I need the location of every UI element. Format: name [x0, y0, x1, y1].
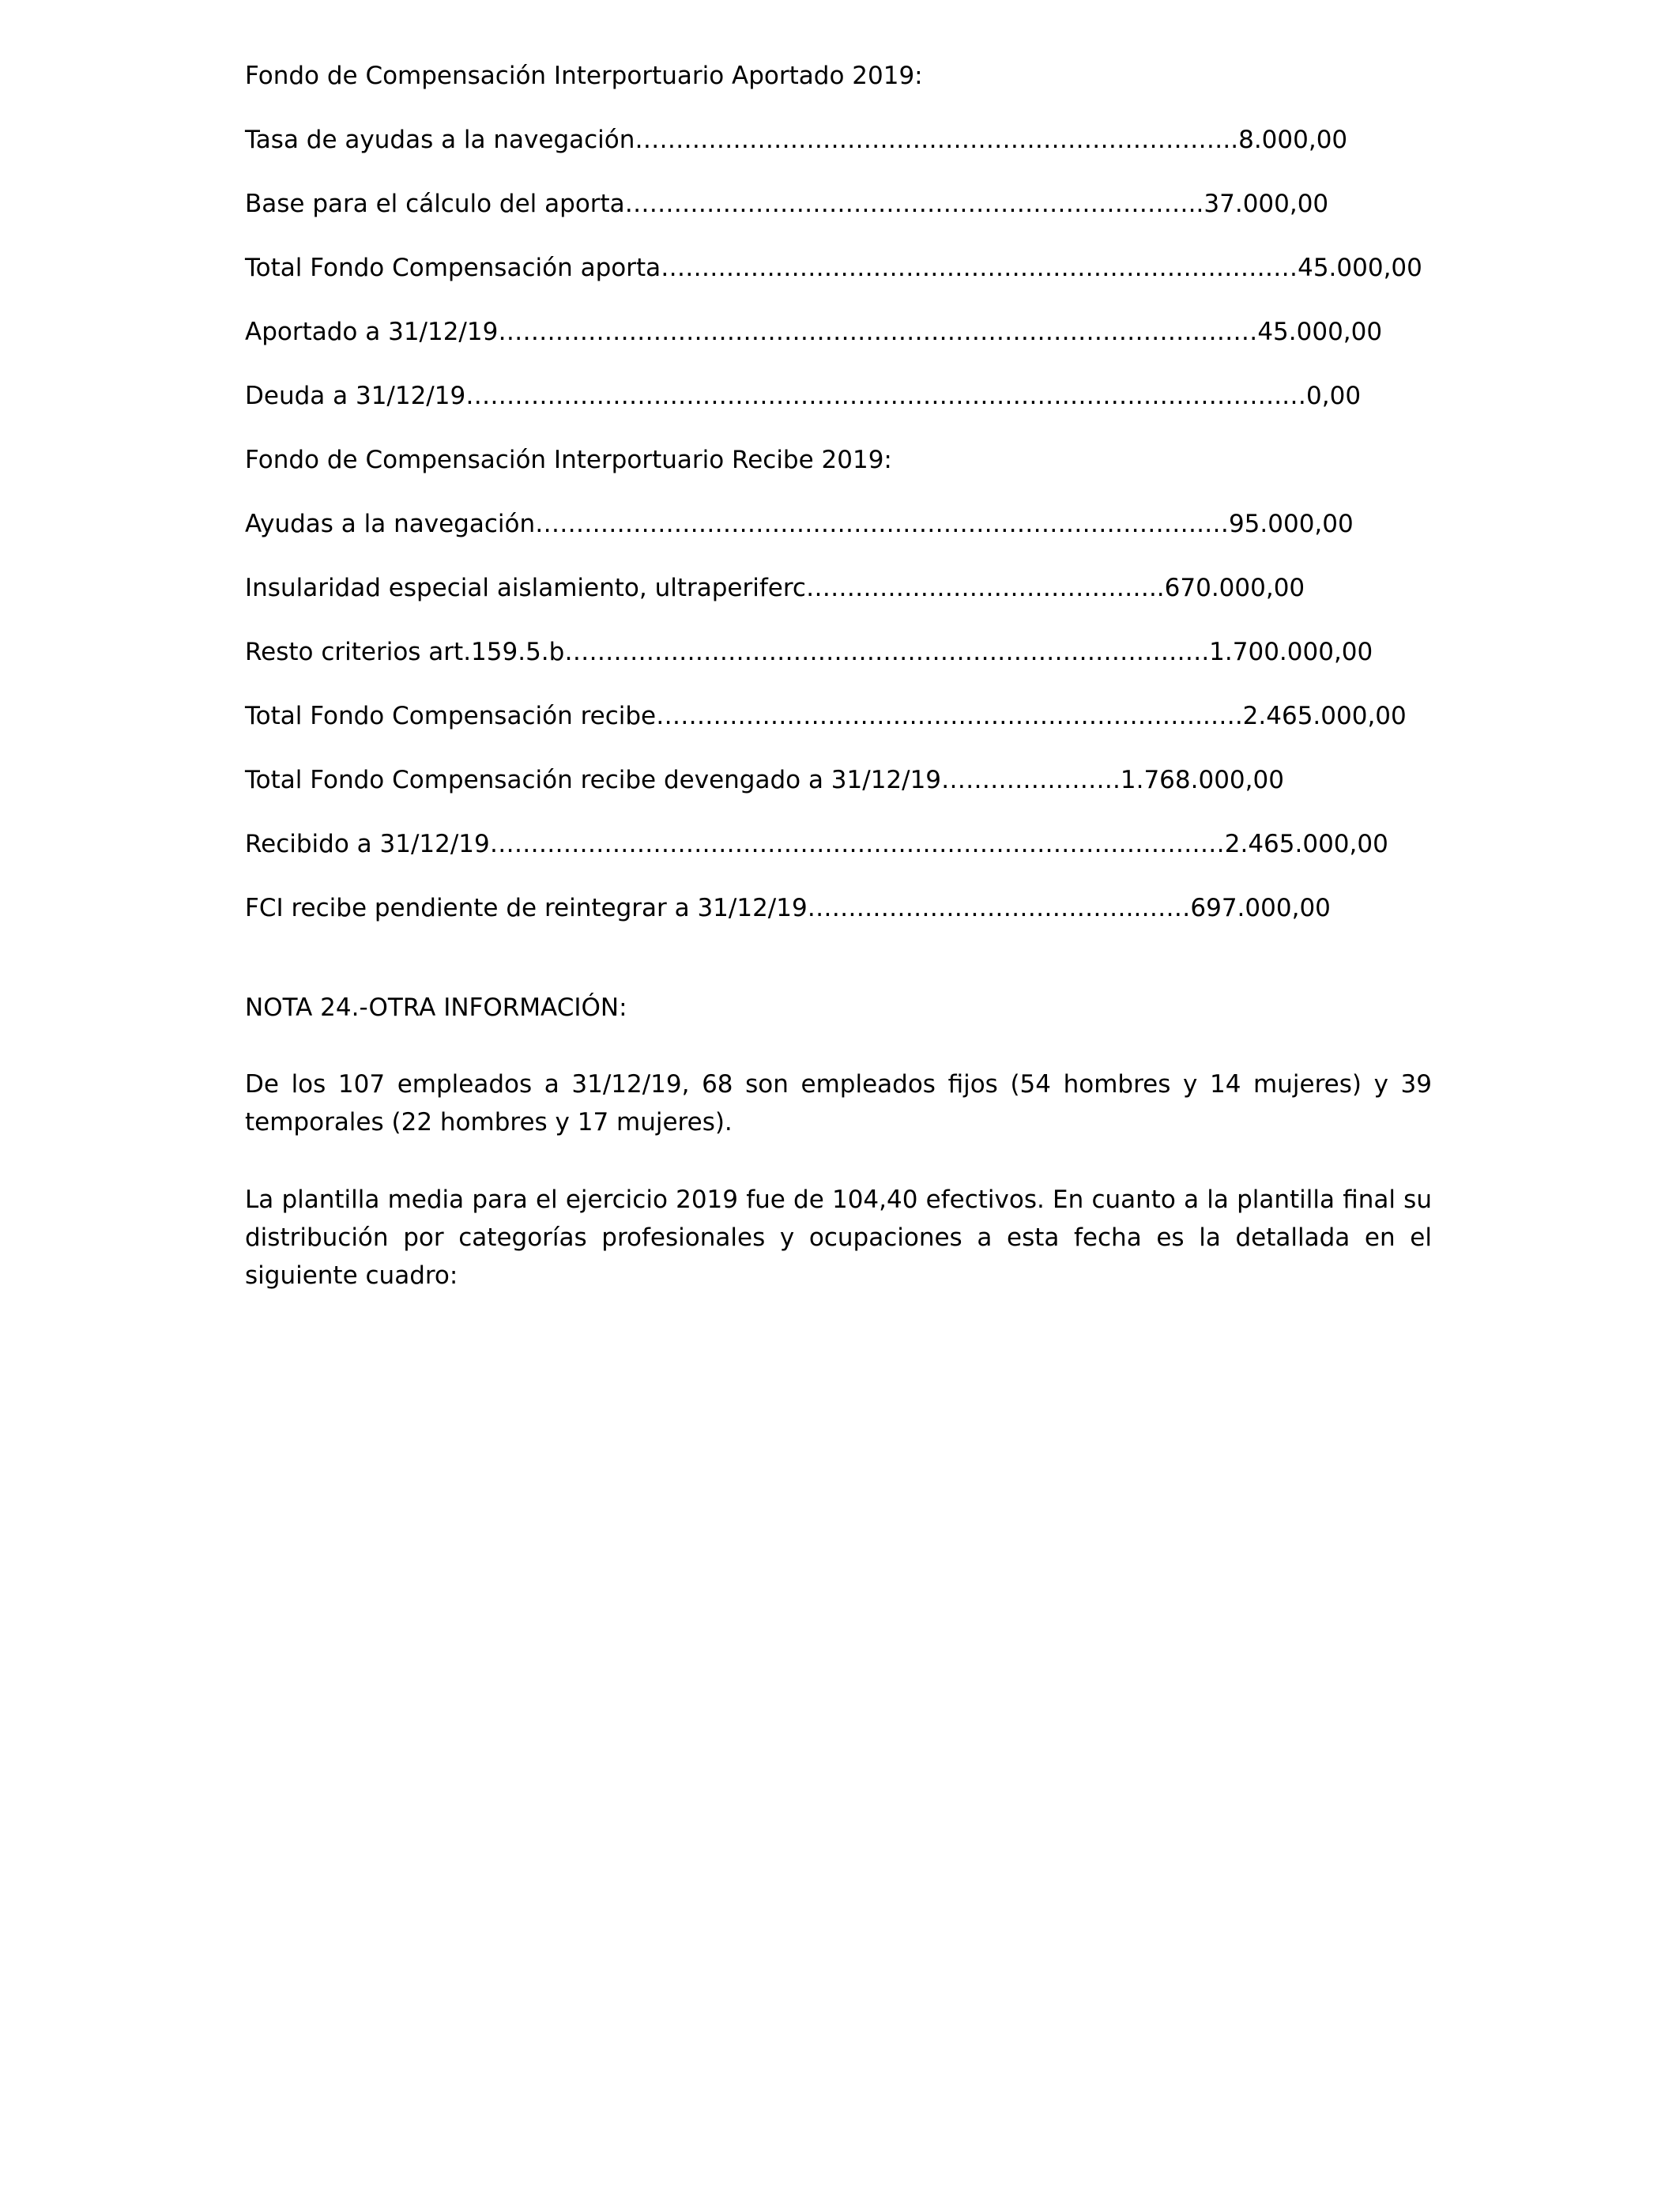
aportado-line-aportado: Aportado a 31/12/19…………………………………………………………………………………45.000,00	[245, 318, 1383, 346]
recibe-line-resto-criterios: Resto criterios art.159.5.b…………………………………………………………………….1.700.000,00	[245, 638, 1373, 666]
section-heading-recibe: Fondo de Compensación Interportuario Recibe 2019:	[245, 446, 892, 474]
recibe-line-total-devengado: Total Fondo Compensación recibe devengado a 31/12/19………………….1.768.000,00	[245, 766, 1284, 794]
recibe-line-total-recibe: Total Fondo Compensación recibe…………………………………………………………..….2.465.000,00	[245, 702, 1407, 730]
section-heading-aportado: Fondo de Compensación Interportuario Aportado 2019:	[245, 62, 923, 90]
aportado-line-tasa-ayudas: Tasa de ayudas a la navegación………………………………………………………………..8.000,00	[245, 126, 1348, 154]
nota-title: NOTA 24.-OTRA INFORMACIÓN:	[245, 993, 627, 1022]
recibe-line-recibido: Recibido a 31/12/19………………………………………………………………………………2.465.000,00	[245, 830, 1388, 858]
nota-paragraph-empleados: De los 107 empleados a 31/12/19, 68 son empleados fijos (54 hombres y 14 mujeres) y 39 temporales (22 hombres y 17 mujeres).	[245, 1070, 1432, 1137]
nota-paragraph-plantilla: La plantilla media para el ejercicio 2019 fue de 104,40 efectivos. En cuanto a la plantilla final su distribución por categorías profesionales y ocupaciones a esta fecha es la detallada en el siguiente cuadro:	[245, 1186, 1432, 1290]
aportado-line-base-calculo: Base para el cálculo del aporta……………………………………………………………..37.000,00	[245, 190, 1329, 218]
recibe-line-pendiente-reintegrar: FCI recibe pendiente de reintegrar a 31/12/19…………………………………..……697.000,00	[245, 894, 1331, 922]
aportado-line-deuda: Deuda a 31/12/19……………………………………………………………………………………….…0,00	[245, 382, 1362, 410]
recibe-line-insularidad: Insularidad especial aislamiento, ultraperiferc……………………………………..670.000,00	[245, 574, 1305, 602]
recibe-line-ayudas-navegacion: Ayudas a la navegación……………………………………………………………………….…95.000,00	[245, 510, 1354, 538]
aportado-line-total-aporta: Total Fondo Compensación aporta……………………………………………………………………45.000,00	[245, 254, 1422, 282]
